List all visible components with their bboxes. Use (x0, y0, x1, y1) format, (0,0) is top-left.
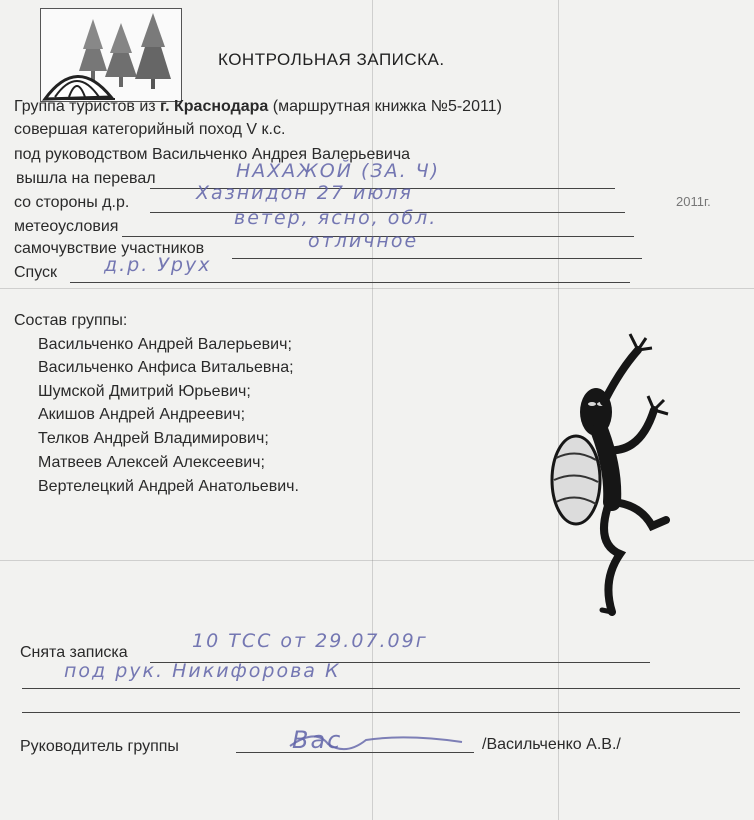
group-prefix: Группа туристов из (14, 98, 156, 115)
descent-handwritten-value: д.р. Урух (104, 254, 212, 276)
note-removed-handwritten-2: под рук. Никифорова К (64, 660, 341, 682)
weather-label: метеоусловия (14, 218, 119, 235)
note-removed-underline-3 (22, 712, 740, 713)
wellbeing-underline (232, 258, 642, 259)
pass-handwritten-value: НАХАЖОЙ (ЗА. Ч) (236, 160, 441, 182)
note-removed-label: Снята записка (20, 644, 128, 661)
descent-underline (70, 282, 630, 283)
member-2: Васильченко Анфиса Витальевна; (38, 359, 294, 376)
document-title: КОНТРОЛЬНАЯ ЗАПИСКА. (218, 50, 445, 69)
leader-line: под руководством Васильченко Андрея Валерьевича (14, 146, 411, 163)
members-heading: Состав группы: (14, 312, 128, 329)
member-1: Васильченко Андрей Валерьевич; (38, 336, 292, 353)
group-city: г. Краснодара (160, 98, 269, 115)
leader-name: /Васильченко А.В./ (482, 736, 621, 753)
side-label-dr: д.р. (102, 194, 130, 211)
tent-and-fir-trees-icon (40, 8, 182, 102)
group-line (14, 98, 502, 116)
note-removed-underline-2 (22, 688, 740, 689)
wellbeing-handwritten-value: отличное (308, 230, 419, 252)
side-label-text: со стороны (14, 194, 98, 211)
member-6: Матвеев Алексей Алексеевич; (38, 454, 265, 471)
leader-label: Руководитель группы (20, 738, 179, 755)
wellbeing-label: самочувствие участников (14, 240, 205, 257)
member-7: Вертелецкий Андрей Анатольевич. (38, 478, 299, 495)
signature-stroke (286, 726, 466, 756)
route-book-number: (маршрутная книжка №5-2011) (272, 98, 502, 115)
descent-label: Спуск (14, 264, 58, 281)
member-3: Шумской Дмитрий Юрьевич; (38, 383, 251, 400)
pass-label: вышла на перевал (16, 170, 156, 187)
side-label (14, 194, 129, 212)
paper-crease-vertical (372, 0, 373, 820)
member-5: Телков Андрей Владимирович; (38, 430, 269, 447)
leader-signature: Вас (292, 726, 343, 754)
climber-with-backpack-icon (548, 330, 688, 620)
side-year: 2011г. (676, 194, 711, 209)
note-removed-handwritten-1: 10 ТСС от 29.07.09г (192, 630, 428, 652)
paper-crease-horizontal (0, 288, 754, 289)
category-line: совершая категорийный поход V к.с. (14, 121, 286, 138)
member-4: Акишов Андрей Андреевич; (38, 406, 246, 423)
side-handwritten-value: Хазнидон 27 июля (196, 182, 413, 204)
weather-handwritten-value: ветер, ясно, обл. (234, 207, 438, 229)
